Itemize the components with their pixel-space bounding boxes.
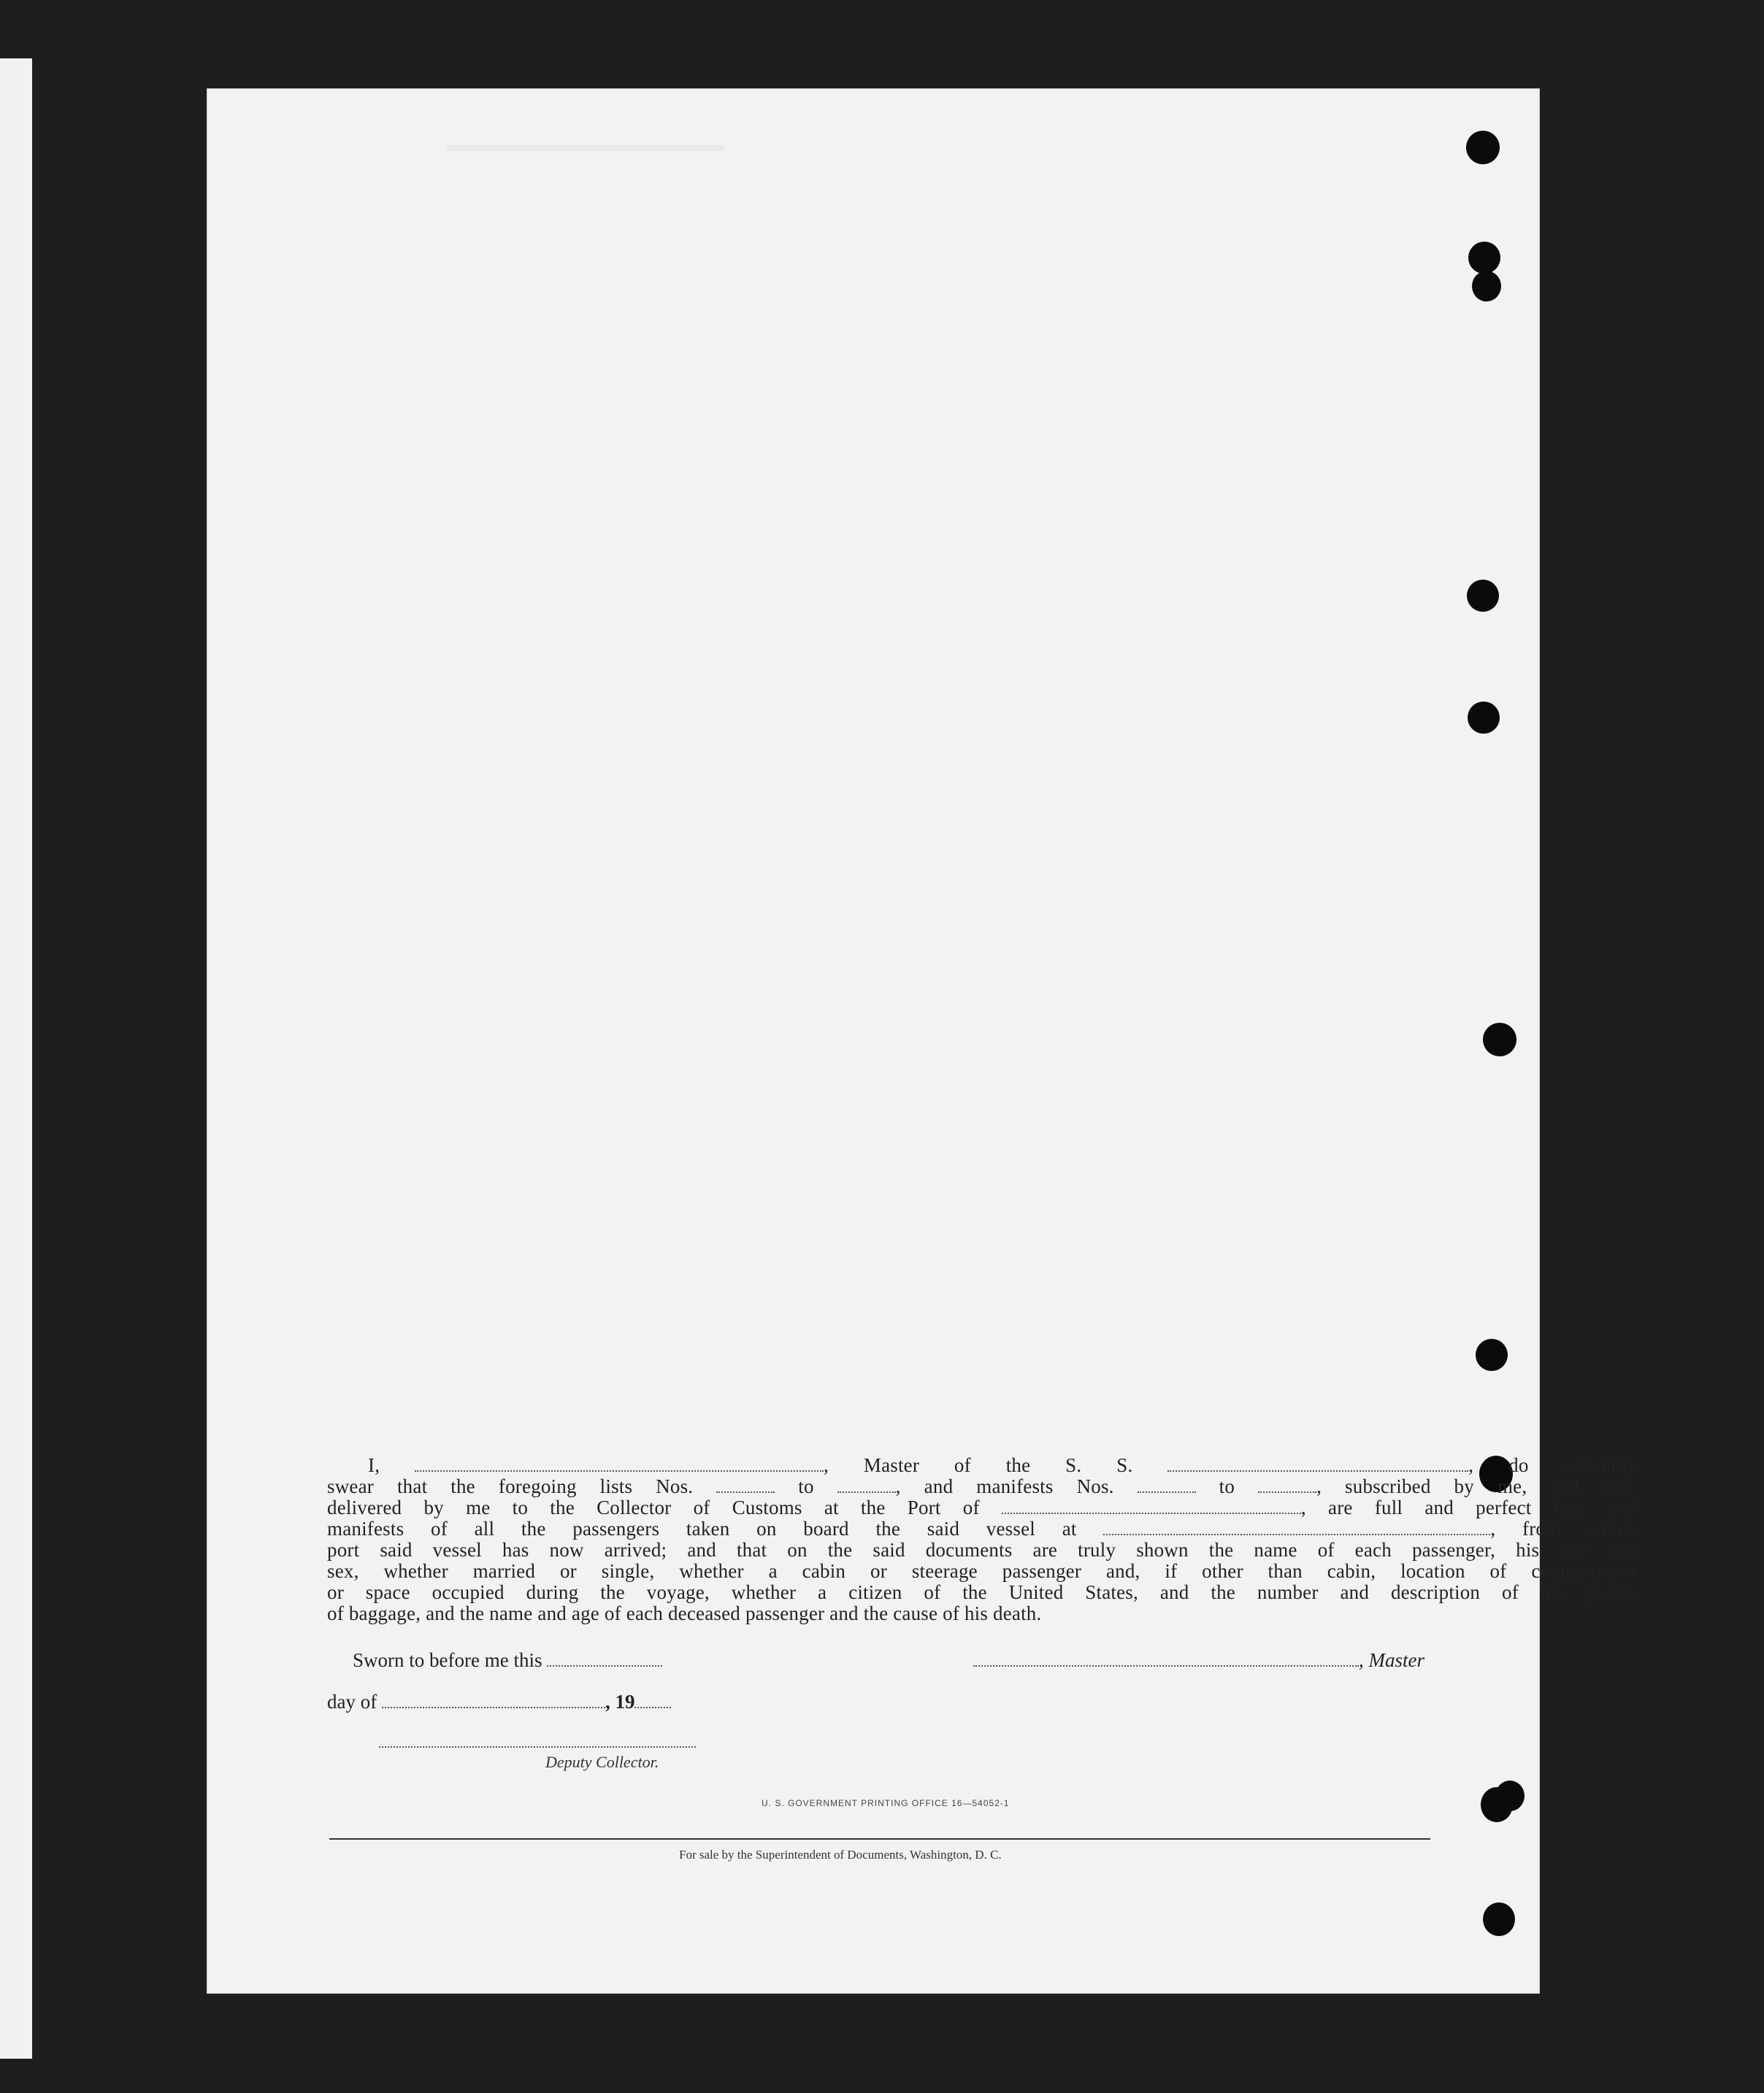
punch-hole (1472, 271, 1501, 302)
oath-text: , from which (1490, 1518, 1637, 1540)
oath-line-2 (327, 1476, 1637, 1497)
deputy-collector-label: Deputy Collector. (545, 1753, 659, 1771)
oath-text: , subscribed by me, and now (1316, 1475, 1638, 1497)
oath-text: , Master of the S. S. (824, 1454, 1133, 1476)
punch-hole (1483, 1902, 1515, 1936)
punch-hole (1468, 242, 1500, 274)
oath-line-6: sex, whether married or single, whether a cabin or steerage passenger and, if other than cabin, location of compartment (327, 1560, 1637, 1582)
oath-text: , are full and perfect lists and (1300, 1497, 1637, 1518)
oath-line-5: port said vessel has now arrived; and that on the said documents are truly shown the name of each passenger, his age and (327, 1539, 1637, 1561)
faded-bleed-through (446, 145, 724, 151)
oath-line-3 (327, 1497, 1637, 1518)
departure-port-blank (1103, 1519, 1490, 1535)
manifest-from-blank (1138, 1477, 1196, 1493)
sworn-line (353, 1649, 662, 1672)
list-to-blank (837, 1477, 896, 1493)
master-name-blank (415, 1456, 824, 1472)
oath-line-1 (327, 1455, 1637, 1476)
oath-text: swear that the foregoing lists Nos. (327, 1475, 694, 1497)
deputy-signature-blank (379, 1746, 696, 1748)
punch-hole (1495, 1781, 1525, 1811)
oath-text: delivered by me to the Collector of Customs at the Port of (327, 1497, 980, 1518)
oath-line-7: or space occupied during the voyage, whether a citizen of the United States, and the number and description of the pieces (327, 1581, 1637, 1603)
oath-line-8: of baggage, and the name and age of each deceased passenger and the cause of his death. (327, 1602, 1042, 1624)
punch-hole (1467, 580, 1499, 612)
punch-hole (1476, 1339, 1508, 1371)
year-label: , 19 (605, 1691, 635, 1713)
oath-text: , and manifests Nos. (895, 1475, 1114, 1497)
manifest-page (207, 88, 1638, 1994)
oath-text: to (1219, 1475, 1235, 1497)
sworn-date-blank (547, 1651, 662, 1667)
oath-text: I, (368, 1454, 380, 1476)
oath-line-4 (327, 1518, 1637, 1540)
footer-rule (329, 1838, 1430, 1840)
master-signature-blank (973, 1651, 1359, 1667)
punch-hole (1468, 702, 1500, 734)
manifest-to-blank (1258, 1477, 1316, 1493)
master-label: , Master (1359, 1649, 1424, 1671)
for-sale-note: For sale by the Superintendent of Documents, Washington, D. C. (679, 1848, 1002, 1862)
sworn-label: Sworn to before me this (353, 1649, 542, 1671)
ship-name-blank (1167, 1456, 1468, 1472)
oath-text: manifests of all the passengers taken on board the said vessel at (327, 1518, 1077, 1540)
punch-hole (1483, 1023, 1516, 1056)
day-of-label: day of (327, 1691, 377, 1713)
month-blank (382, 1692, 605, 1708)
master-oath-paragraph (327, 1455, 1637, 1624)
oath-text: to (798, 1475, 814, 1497)
punch-hole (1466, 131, 1500, 164)
printing-office-imprint: U. S. GOVERNMENT PRINTING OFFICE 16—54052-1 (762, 1798, 1010, 1808)
port-blank (1002, 1498, 1301, 1514)
year-blank (634, 1692, 671, 1708)
adjacent-page-strip (0, 58, 32, 2059)
day-of-line (327, 1691, 671, 1713)
list-from-blank (716, 1477, 775, 1493)
oath-text: , do solemnly (1468, 1454, 1638, 1476)
master-signature-line (973, 1649, 1424, 1672)
